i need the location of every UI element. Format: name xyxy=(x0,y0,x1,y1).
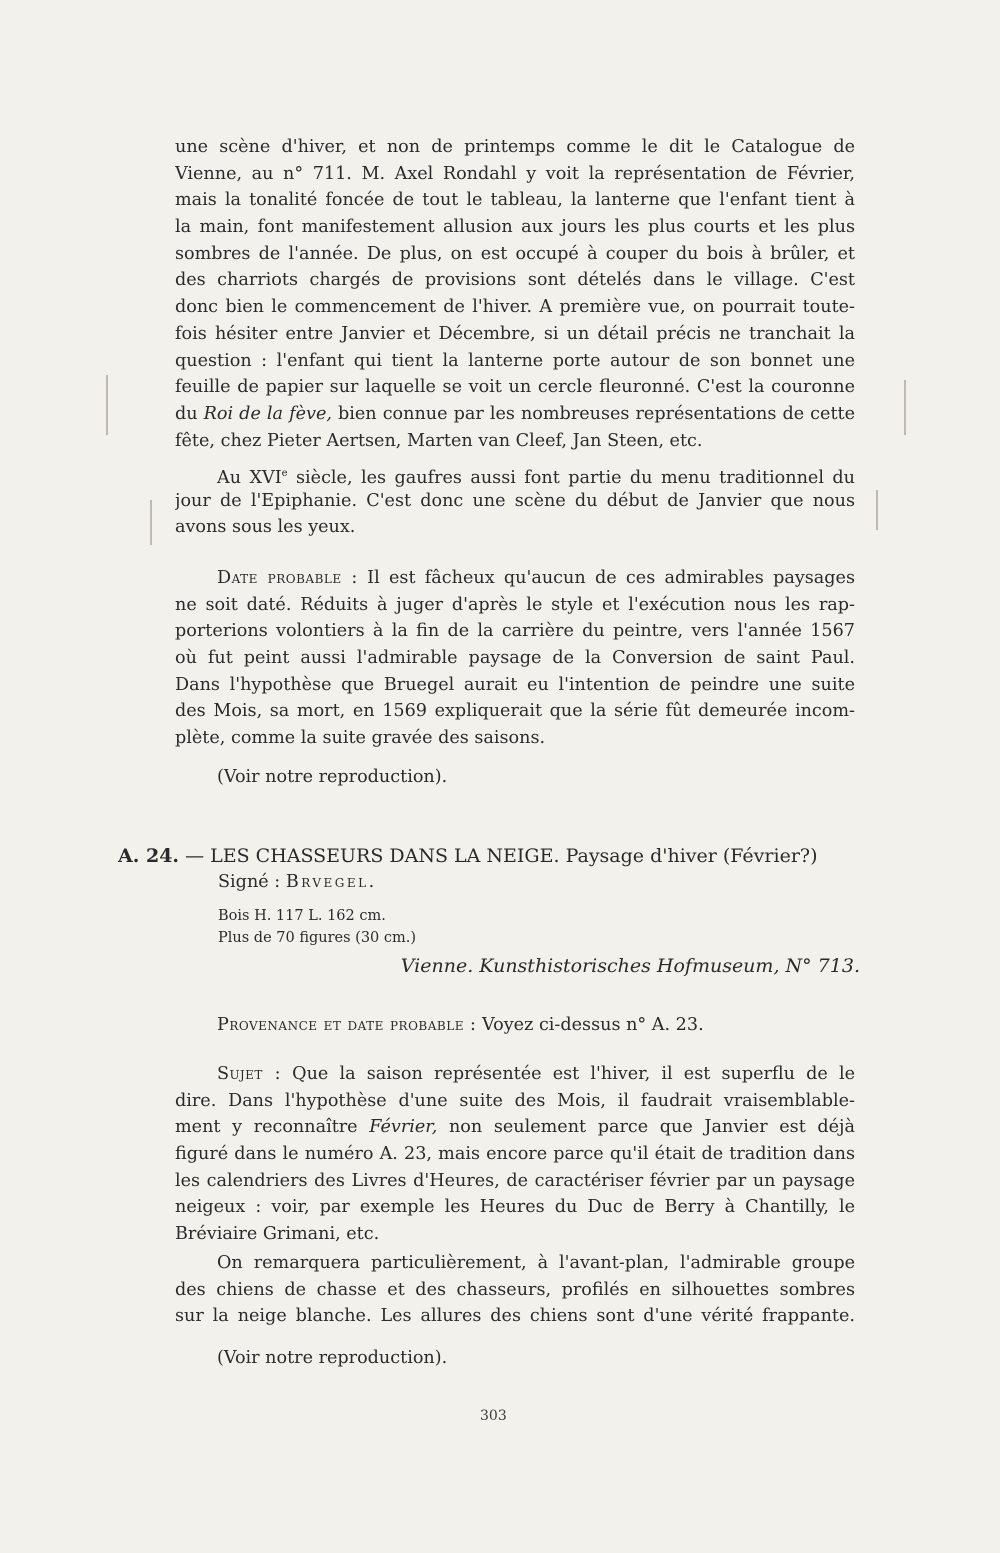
text-line: plète, comme la suite gravée des saisons. xyxy=(175,728,546,749)
section-sujet xyxy=(175,1061,855,1248)
text-line: les calendriers des Livres d'Heures, de caractériser février par un paysage xyxy=(175,1170,855,1191)
text-line: ne soit daté. Réduits à juger d'après le style et l'exécution nous les rap- xyxy=(175,594,855,615)
text-line: des Mois, sa mort, en 1569 expliquerait que la série fût demeurée incom- xyxy=(175,701,855,722)
text-line: sur la neige blanche. Les allures des chiens sont d'une vérité frappante. xyxy=(175,1306,855,1327)
text-line: sombres de l'année. De plus, on est occupé à couper du bois à brûler, et xyxy=(175,243,855,264)
reproduction-note: (Voir notre reproduction). xyxy=(217,1348,448,1368)
text-line: ment y reconnaître Février, non seulement parce que Janvier est déjà xyxy=(175,1117,855,1138)
text-line: neigeux : voir, par exemple les Heures du Duc de Berry à Chantilly, le xyxy=(175,1197,855,1218)
text-line: fête, chez Pieter Aertsen, Marten van Cleef, Jan Steen, etc. xyxy=(175,430,703,451)
text-line: la main, font manifestement allusion aux jours les plus courts et les plus xyxy=(175,217,855,238)
reproduction-note: (Voir notre reproduction). xyxy=(217,767,448,787)
text-line: des chiens de chasse et des chasseurs, profilés en silhouettes sombres xyxy=(175,1279,855,1300)
section-label: Sujet : xyxy=(217,1064,281,1084)
text-line: figuré dans le numéro A. 23, mais encore parce qu'il était de tradition dans xyxy=(175,1144,855,1165)
text-line: Dans l'hypothèse que Bruegel aurait eu l'intention de peindre une suite xyxy=(175,674,855,695)
text-line: Vienne, au n° 711. M. Axel Rondahl y voit la représentation de Février, xyxy=(175,163,855,184)
italic-word: Février, xyxy=(369,1117,438,1138)
text-line: des charriots chargés de provisions sont dételés dans le village. C'est xyxy=(175,270,855,291)
page-number: 303 xyxy=(480,1408,507,1424)
text-line: feuille de papier sur laquelle se voit un cercle fleuronné. C'est la couronne xyxy=(175,377,855,398)
dimensions: Bois H. 117 L. 162 cm. xyxy=(218,908,386,924)
text-line: Bréviaire Grimani, etc. xyxy=(175,1224,380,1245)
scan-artifact xyxy=(876,490,878,530)
text-line: dire. Dans l'hypothèse d'une suite des Mois, il faudrait vraisemblable- xyxy=(175,1090,855,1111)
entry-title: — LES CHASSEURS DANS LA NEIGE. Paysage d'hiver (Février?) xyxy=(179,845,818,867)
scan-artifact xyxy=(150,500,152,545)
figure-count: Plus de 70 figures (30 cm.) xyxy=(218,930,417,946)
text-line: du Roi de la fève, bien connue par les nombreuses représentations de cette xyxy=(175,403,855,424)
scan-artifact xyxy=(106,375,108,435)
scan-artifact xyxy=(904,380,906,435)
section-date-probable xyxy=(175,565,855,752)
paragraph-remark xyxy=(175,1250,855,1330)
text-line: une scène d'hiver, et non de printemps comme le dit le Catalogue de xyxy=(175,137,855,157)
entry-heading xyxy=(118,843,878,870)
text-line: question : l'enfant qui tient la lanterne porte autour de son bonnet une xyxy=(175,350,855,371)
italic-title: Roi de la fève, xyxy=(203,403,332,424)
paragraph-winter-scene xyxy=(175,134,855,454)
text-line: jour de l'Epiphanie. C'est donc une scène du début de Janvier que nous xyxy=(175,490,855,511)
entry-number: A. 24. xyxy=(118,845,180,867)
signature-line: Signé : Brvegel. xyxy=(218,872,377,892)
text-line: On remarquera particulièrement, à l'avant-plan, l'admirable groupe xyxy=(217,1253,855,1273)
text-line: porterions volontiers à la fin de la carrière du peintre, vers l'année 1567 xyxy=(175,621,855,642)
section-label: Date probable : xyxy=(217,568,358,588)
text-line: mais la tonalité foncée de tout le tableau, la lanterne que l'enfant tient à xyxy=(175,190,855,211)
section-label: Provenance et date probable : xyxy=(217,1015,477,1035)
signature-name: Brvegel. xyxy=(285,872,377,892)
text-line: avons sous les yeux. xyxy=(175,517,356,538)
section-provenance: Provenance et date probable : Voyez ci-dessus n° A. 23. xyxy=(217,1015,704,1035)
text-line: fois hésiter entre Janvier et Décembre, si un détail précis ne tranchait la xyxy=(175,323,855,344)
museum-location: Vienne. Kunsthistorisches Hofmuseum, N° 713. xyxy=(400,955,860,977)
text-line: Sujet : Que la saison représentée est l'hiver, il est superflu de le xyxy=(217,1064,855,1084)
paragraph-epiphany xyxy=(175,461,855,541)
text-line: où fut peint aussi l'admirable paysage de la Conversion de saint Paul. xyxy=(175,648,855,669)
text-line: donc bien le commencement de l'hiver. A première vue, on pourrait toute- xyxy=(175,297,855,318)
text-line: Au XVIe siècle, les gaufres aussi font partie du menu traditionnel du xyxy=(217,467,855,488)
text-line: Date probable : Il est fâcheux qu'aucun de ces admirables paysages xyxy=(217,568,855,588)
